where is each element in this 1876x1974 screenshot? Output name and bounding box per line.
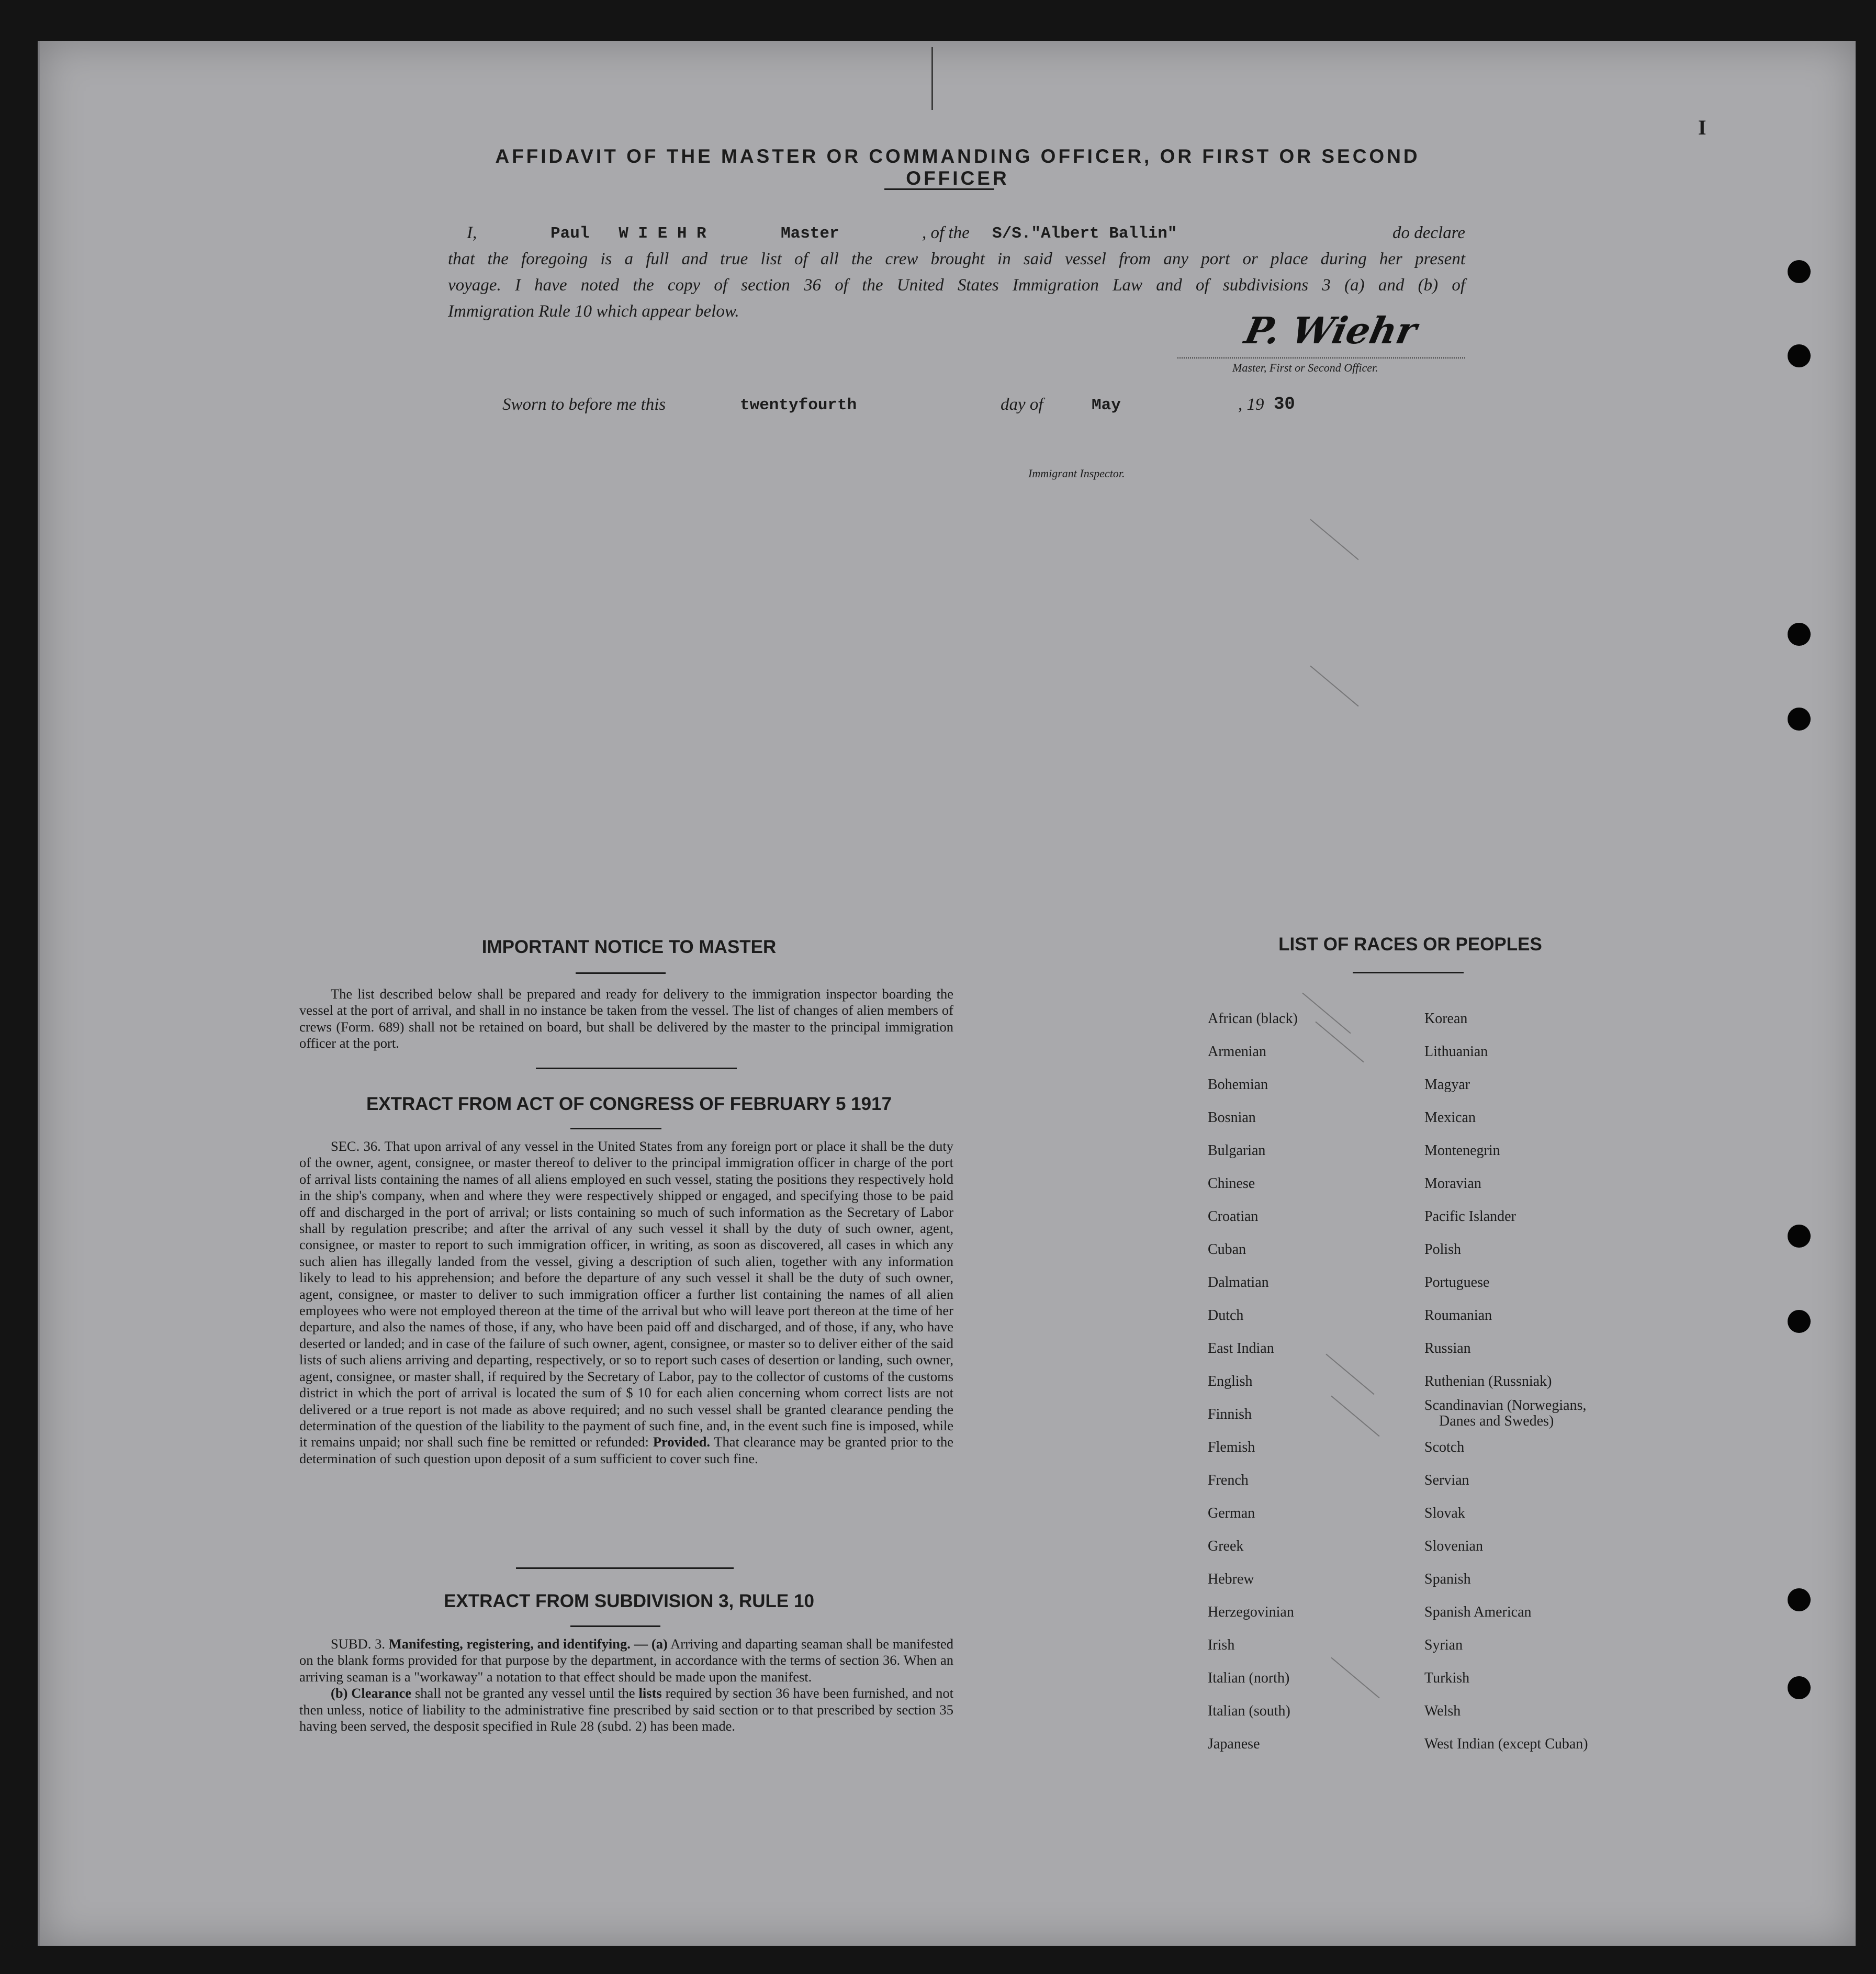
- punch-hole: [1788, 260, 1811, 283]
- act-title: EXTRACT FROM ACT OF CONGRESS OF FEBRUARY 5 1917: [366, 1094, 892, 1114]
- affidavit-title: AFFIDAVIT OF THE MASTER OR COMMANDING OFFICER, OR FIRST OR SECOND OFFICER: [495, 145, 1420, 189]
- signature-caption: Master, First or Second Officer.: [1232, 361, 1378, 374]
- sworn-line: [448, 391, 1465, 418]
- of-the-label: , of the: [922, 223, 970, 242]
- paper-tear: [931, 47, 964, 110]
- vessel-name: S/S."Albert Ballin": [992, 225, 1177, 243]
- declaration-line-3: voyage. I have noted the copy of section 36 of the United States Immigration Law and of subdivisions 3 (a) and (b) of: [448, 276, 1465, 295]
- race-item: Greek: [1208, 1538, 1244, 1554]
- sworn-year: 30: [1274, 395, 1295, 414]
- race-item: Italian (south): [1208, 1703, 1290, 1719]
- punch-hole: [1788, 1676, 1811, 1699]
- master-name: Paul W I E H R: [551, 225, 706, 243]
- races-column-2: [1424, 1002, 1588, 1760]
- race-item: Syrian: [1424, 1637, 1463, 1653]
- master-signature: P. Wiehr: [1241, 309, 1421, 352]
- race-item: West Indian (except Cuban): [1424, 1736, 1588, 1752]
- race-item: Mexican: [1424, 1109, 1476, 1126]
- race-item: Pacific Islander: [1424, 1208, 1516, 1225]
- sworn-month: May: [1092, 396, 1121, 414]
- race-item: Portuguese: [1424, 1274, 1490, 1291]
- declaration-line-2: that the foregoing is a full and true list of all the crew brought in said vessel from any port or place during her present: [448, 250, 1465, 268]
- punch-hole: [1788, 344, 1811, 367]
- do-declare-label: do declare: [1392, 223, 1465, 242]
- race-item: Croatian: [1208, 1208, 1259, 1225]
- rule-title: EXTRACT FROM SUBDIVISION 3, RULE 10: [444, 1591, 814, 1611]
- race-item: Bulgarian: [1208, 1142, 1266, 1159]
- act-paragraph: [299, 1138, 953, 1467]
- act-body: SEC. 36. That upon arrival of any vessel in the United States from any foreign port or place it shall be the duty of the owner, agent, consignee, or master thereof to deliver to the principal immigration officer in charge of the port of arrival lists containing the names of all aliens employed en such vessel, stating the positions they respectively hold in the ship's company, when and where they were respectively shipped or engaged, and specifying those to be paid off and discharged in the port of arrival; or lists containing so much of such information as the Secretary of Labor shall by regulation prescribe; and after the arrival of any such vessel it shall by the duty of such owner, agent, consignee, or master to report to such immigration officer, in writing, as soon as discovered, all cases in which any such alien has illegally landed from the vessel, giving a description of such alien, together with any information likely to lead to his apprehension; and before the departure of any such vessel it shall be the duty of such owner, agent, consignee, or master to deliver to such immigration officer a further list containing the names of all alien employees who were not employed thereon at the time of the arrival but who will leave port thereon at the time of her departure, and also the names of those, if any, who have been paid off and discharged, and of those, if any, who have deserted or landed; and in case of the failure of such owner, agent, consignee, or master so to deliver either of the said lists of such aliens arriving and departing, respectively, or so to report such cases of desertion or landing, such owner, agent, consignee, or master shall, if required by the Secretary of Labor, pay to the collector of customs of the customs district in which the port of arrival is located the sum of $ 10 for each alien concerning whom correct lists are not delivered or a true report is not made as above required; and no such vessel shall be granted clearance pending the determination of the question of the liability to the payment of such fine, and, in the event such fine is imposed, while it remains unpaid; nor shall such fine be remitted or refunded:: [299, 1138, 953, 1450]
- subd-b-text-2: required by section 36 have been furnished, and not then unless, notice of liability to the administrative fine prescribed by said section or to that prescribed by section 35 having been served, the desposit specified in Rule 28 (subd. 2) has been made.: [299, 1685, 954, 1734]
- race-item: Turkish: [1424, 1670, 1470, 1686]
- race-item: Servian: [1424, 1472, 1469, 1488]
- notice-text: [299, 986, 953, 1052]
- inspector-caption: Immigrant Inspector.: [1028, 467, 1125, 480]
- race-item: Irish: [1208, 1637, 1235, 1653]
- races-column-1: [1208, 1002, 1298, 1760]
- race-item: Moravian: [1424, 1175, 1481, 1192]
- race-item: Herzegovinian: [1208, 1604, 1294, 1620]
- divider: [570, 1128, 661, 1129]
- subd-heading: Manifesting, registering, and identifying.: [388, 1636, 631, 1652]
- rule-paragraph-b: [299, 1685, 953, 1734]
- race-item: Italian (north): [1208, 1670, 1290, 1686]
- sworn-day: twentyfourth: [740, 396, 857, 414]
- subd-label: SUBD. 3.: [331, 1636, 385, 1652]
- act-text: [299, 1138, 953, 1467]
- year-prefix: , 19: [1238, 395, 1264, 414]
- race-item: Bohemian: [1208, 1076, 1268, 1093]
- race-item: Korean: [1424, 1011, 1468, 1027]
- race-item: Chinese: [1208, 1175, 1255, 1192]
- race-item: Dalmatian: [1208, 1274, 1269, 1291]
- act-body-end: That clearance may be granted prior to the determination of such question upon deposit of a sum sufficient to cover such fine.: [299, 1434, 954, 1466]
- race-item: Slovenian: [1424, 1538, 1483, 1554]
- subd-b-text-1: shall not be granted any vessel until the: [414, 1685, 635, 1701]
- race-item: French: [1208, 1472, 1249, 1488]
- race-item: Lithuanian: [1424, 1044, 1488, 1060]
- master-title: Master: [781, 225, 839, 243]
- race-item: Flemish: [1208, 1439, 1255, 1455]
- race-item: German: [1208, 1505, 1255, 1521]
- race-item: Finnish: [1208, 1406, 1252, 1422]
- race-item: Slovak: [1424, 1505, 1465, 1521]
- divider: [516, 1567, 734, 1569]
- day-of-label: day of: [1001, 395, 1043, 414]
- punch-hole: [1788, 1588, 1811, 1611]
- subd-a-label: — (a): [634, 1636, 668, 1652]
- race-item: Scotch: [1424, 1439, 1465, 1455]
- signature-line: [1177, 357, 1465, 358]
- race-item: Spanish: [1424, 1571, 1471, 1587]
- race-item: African (black): [1208, 1011, 1298, 1027]
- divider: [884, 188, 994, 190]
- divider: [576, 972, 666, 974]
- race-item: Cuban: [1208, 1241, 1246, 1258]
- race-item: East Indian: [1208, 1340, 1274, 1356]
- race-item: Welsh: [1424, 1703, 1461, 1719]
- race-item: Dutch: [1208, 1307, 1244, 1324]
- declaration-line-1: [448, 220, 1465, 246]
- race-item: Roumanian: [1424, 1307, 1492, 1324]
- race-item: Bosnian: [1208, 1109, 1256, 1126]
- race-item: Scandinavian (Norwegians, Danes and Swedes): [1424, 1397, 1587, 1429]
- rule-text: [299, 1636, 953, 1734]
- declaration-line-4: Immigration Rule 10 which appear below.: [448, 302, 739, 321]
- race-item: Russian: [1424, 1340, 1471, 1356]
- provided-label: Provided.: [653, 1434, 711, 1450]
- punch-hole: [1788, 708, 1811, 731]
- subd-a-text: Arriving and daparting seaman shall be manifested on the blank forms provided for that purpose by the department, in accordance with the terms of section 36. When an arriving seaman is a "workaway" a notation to that effect should be made upon the manifest.: [299, 1636, 954, 1685]
- punch-hole: [1788, 1225, 1811, 1248]
- corner-mark: I: [1698, 116, 1706, 139]
- race-item: Ruthenian (Russniak): [1424, 1373, 1552, 1389]
- declaration-i: I,: [467, 223, 477, 242]
- notice-title: IMPORTANT NOTICE TO MASTER: [481, 937, 777, 957]
- divider: [570, 1625, 660, 1627]
- race-item: Armenian: [1208, 1044, 1266, 1060]
- divider: [536, 1068, 737, 1069]
- subd-b-lists: lists: [638, 1685, 662, 1701]
- race-item: Japanese: [1208, 1736, 1260, 1752]
- subd-b-label: (b) Clearance: [331, 1685, 412, 1701]
- race-item: Polish: [1424, 1241, 1462, 1258]
- punch-hole: [1788, 623, 1811, 646]
- sworn-text: Sworn to before me this: [502, 395, 666, 414]
- divider: [1353, 972, 1464, 973]
- race-item: English: [1208, 1373, 1253, 1389]
- notice-paragraph: The list described below shall be prepared and ready for delivery to the immigration inspector boarding the vessel at the port of arrival, and shall in no instance be taken from the vessel. The list of changes of alien members of crews (Form. 689) shall not be retained on board, but shall be delivered by the master to the principal immigration officer at the port.: [299, 986, 953, 1051]
- race-item: Montenegrin: [1424, 1142, 1500, 1159]
- punch-hole: [1788, 1310, 1811, 1333]
- race-item: Hebrew: [1208, 1571, 1254, 1587]
- race-item: Magyar: [1424, 1076, 1470, 1093]
- races-title: LIST OF RACES OR PEOPLES: [1278, 934, 1542, 955]
- rule-paragraph-a: [299, 1636, 953, 1685]
- race-item: Spanish American: [1424, 1604, 1532, 1620]
